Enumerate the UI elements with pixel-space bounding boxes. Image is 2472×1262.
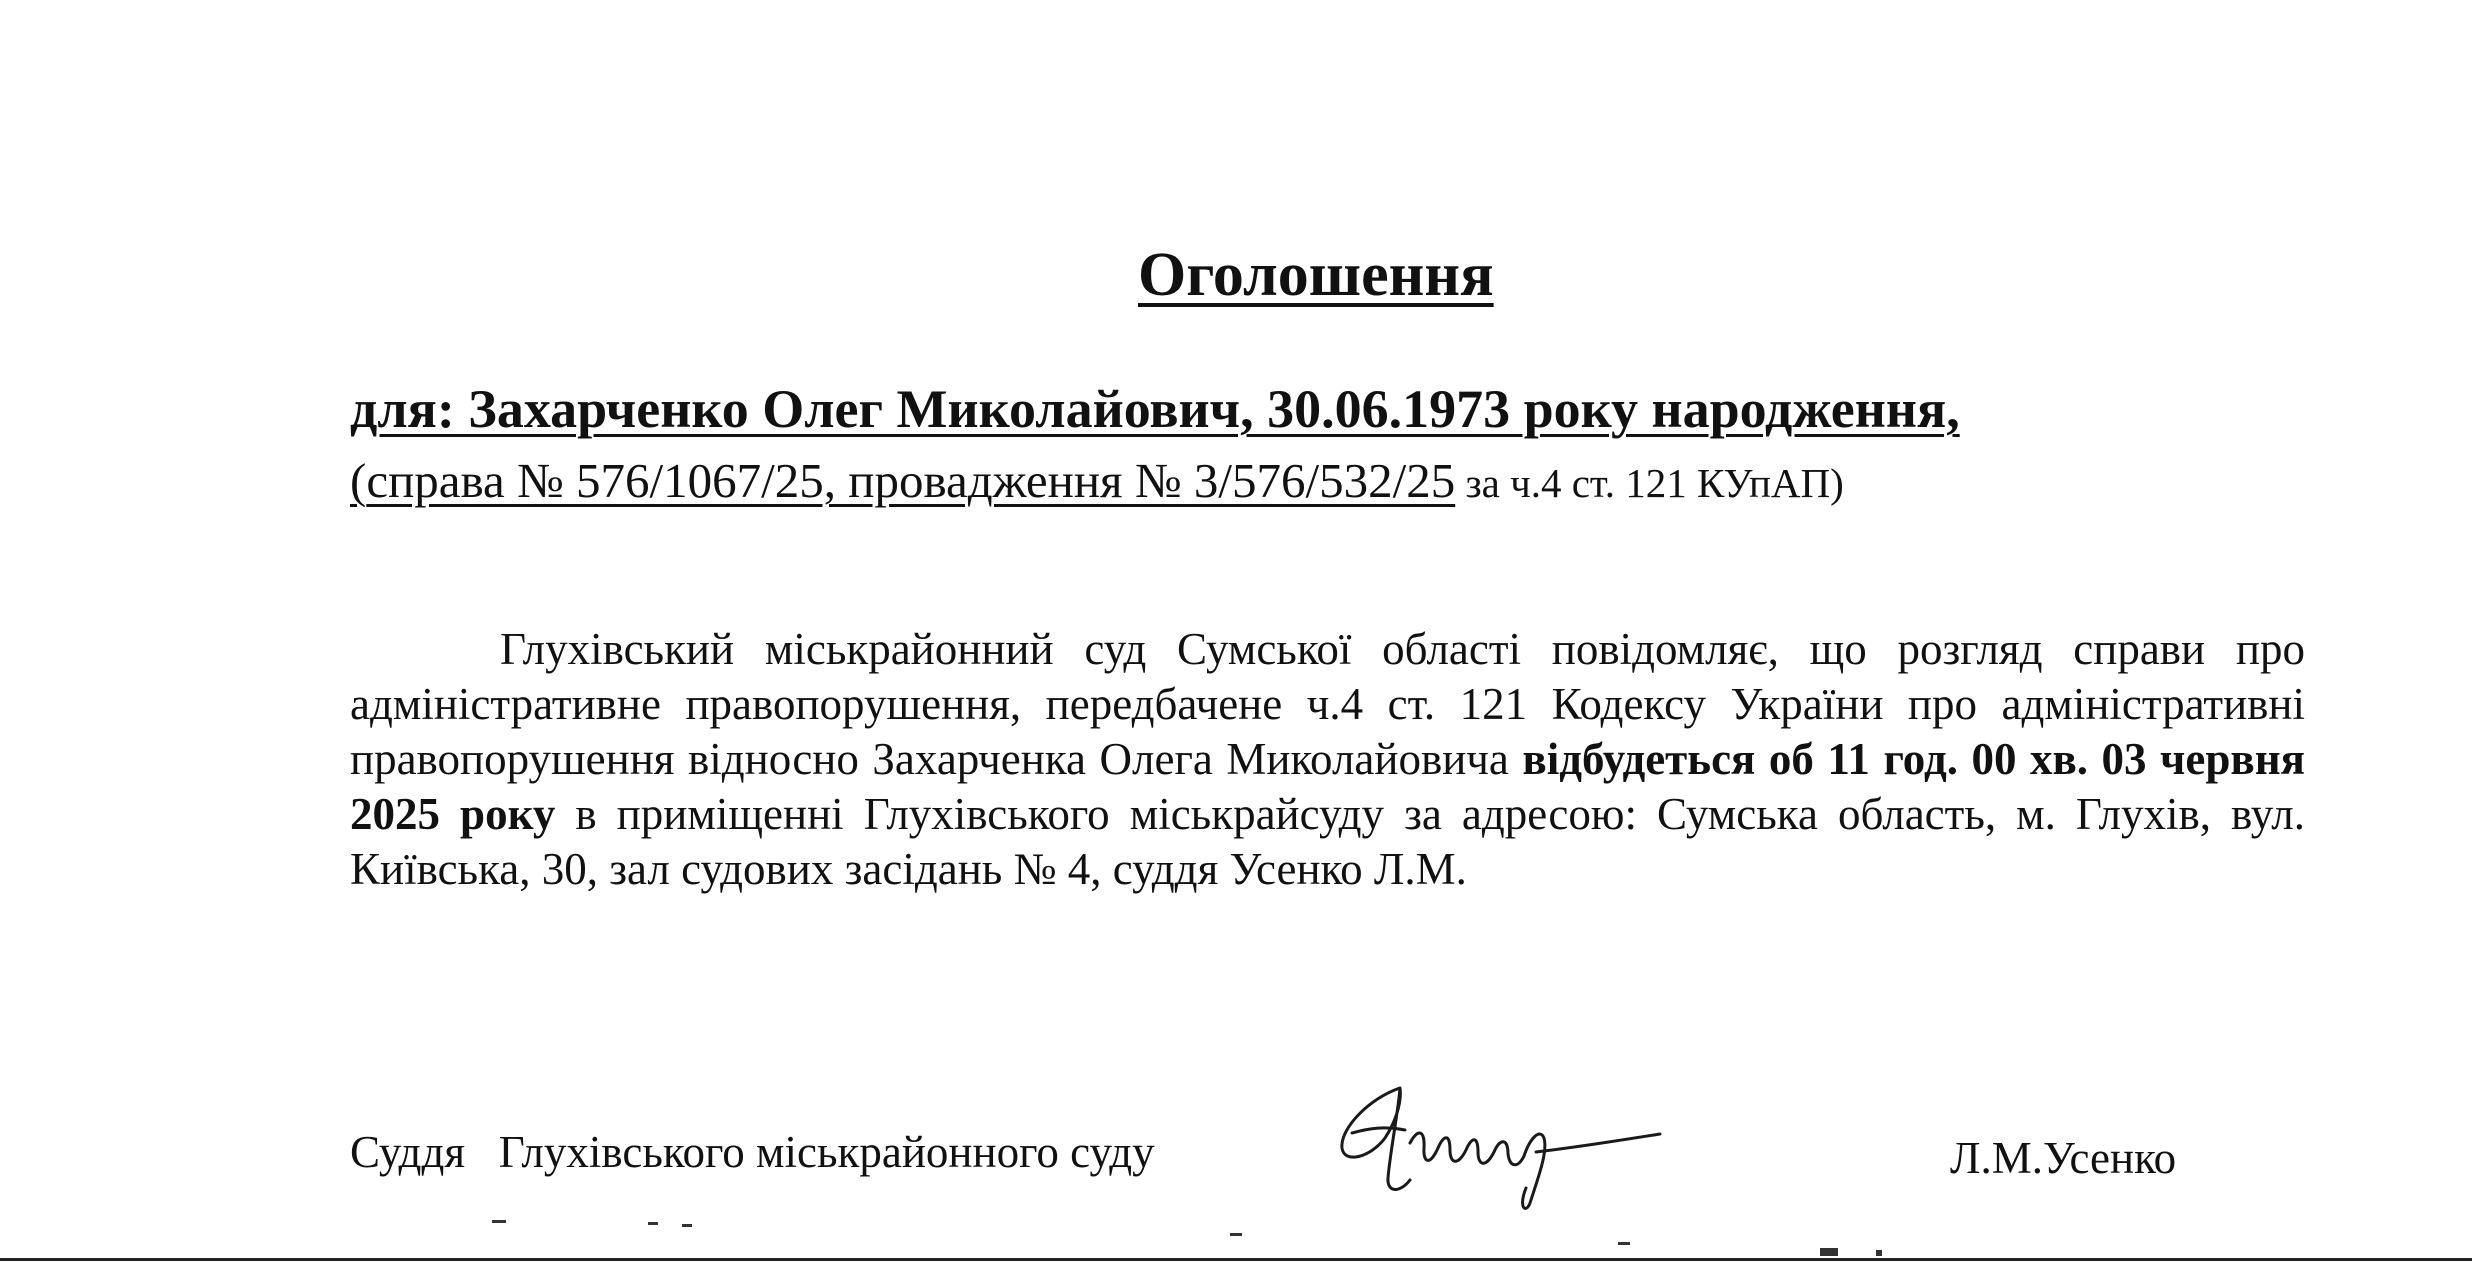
handwritten-signature [1330,1068,1690,1218]
notice-body [350,622,2305,897]
scan-speck [492,1220,506,1223]
notice-hearing-time: відбудеться об 11 год. 00 хв. 03 червня 2025 року [350,734,2306,839]
recipient-line: для: Захарченко Олег Миколайович, 30.06.1973 року народження, [350,379,1960,439]
scan-speck [1618,1242,1630,1245]
scan-speck [1820,1248,1838,1256]
scan-speck [1876,1250,1882,1256]
scan-bottom-edge [0,1258,2472,1261]
case-article: за ч.4 ст. 121 КУпАП) [1455,460,1844,506]
notice-body-intro: Глухівський міськрайонний суд Сумської області повідомляє, що розгляд справи про адміністративне правопорушення, передбачене ч.4 ст. 121 Кодексу України про адміністративні правопорушення відносно Захарченка Олега Миколайовича [350,624,2305,784]
case-numbers: справа № 576/1067/25, провадження № 3/576/532/25 [366,453,1456,508]
scan-speck [1230,1233,1242,1236]
notice-body-location: в приміщенні Глухівського міськрайсуду за адресою: Сумська область, м. Глухів, вул. Київська, 30, зал судових засідань № 4, суддя Усенко Л.М. [350,789,2305,894]
scan-speck [682,1224,692,1227]
scan-speck [648,1222,658,1225]
signature-label: Суддя Глухівського міськрайонного суду [350,1127,1155,1177]
judge-name: Л.М.Усенко [1950,1133,2177,1183]
case-reference-line [350,452,1844,509]
case-reference-underlined [350,453,1455,508]
document-title: Оголошення [1138,241,1494,309]
case-open-paren: ( [350,453,367,508]
